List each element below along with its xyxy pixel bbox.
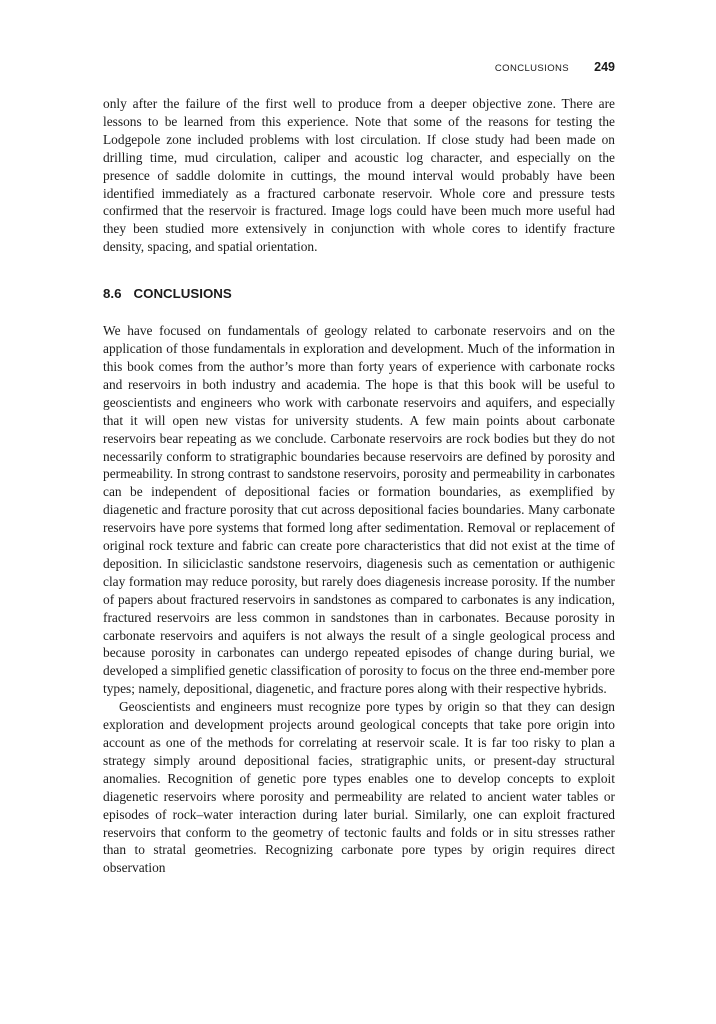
paragraph: We have focused on fundamentals of geology related to carbonate reservoirs and on the application of those fundamentals in exploration and development. Much of the information in this book comes from the author’s more than forty years of experience with carbonate rocks and reservoirs in both industry and academia. The hope is that this book will be useful to geoscientists and engineers who work with carbonate reservoirs and aquifers, and especially that it will open new vistas for university students. A few main points about carbonate reservoirs bear repeating as we conclude. Carbonate reservoirs are rock bodies but they do not necessarily conform to stratigraphic boundaries because reservoirs are defined by porosity and permeability. In strong contrast to sandstone reservoirs, porosity and permeability in carbonates can be independent of depositional facies or formation boundaries, as exemplified by diagenetic and fracture porosity that cut across depositional facies boundaries. Many carbonate reservoirs have pore systems that formed long after sedimentation. Removal or replacement of original rock texture and fabric can create pore characteristics that did not exist at the time of deposition. In siliciclastic sandstone reservoirs, diagenesis such as cementation or authigenic clay formation may reduce porosity, but rarely does diagenesis increase porosity. If the number of papers about fractured reservoirs in sandstones as compared to carbonates is any indication, fractured reservoirs are less common in sandstones than in carbonates. Because porosity in carbonate reservoirs and aquifers is not always the result of a single geological process and because porosity in carbonates can undergo repeated episodes of change during burial, we developed a simplified genetic classification of porosity to focus on the three end-member pore types; namely, depositional, diagenetic, and fracture pores along with their respective hybrids. <box>103 323 615 697</box>
running-head-title: CONCLUSIONS <box>494 63 569 74</box>
section-title: CONCLUSIONS <box>133 286 232 302</box>
body-text <box>103 95 615 877</box>
section-number: 8.6 <box>103 286 122 302</box>
paragraph-continued: only after the failure of the first well to produce from a deeper objective zone. There are lessons to be learned from this experience. Note that some of the reasons for testing the Lodgepole zone included problems with lost circulation. If close study had been made on drilling time, mud circulation, caliper and acoustic log character, and especially on the presence of saddle dolomite in cuttings, the mound interval would probably have been identified immediately as a fractured carbonate reservoir. Whole core and pressure tests confirmed that the reservoir is fractured. Image logs could have been much more useful had they been studied more extensively in conjunction with whole cores to identify fracture density, spacing, and spatial orientation. <box>103 96 615 255</box>
section-heading <box>103 286 615 302</box>
page-number: 249 <box>594 60 615 74</box>
paragraph: Geoscientists and engineers must recognize pore types by origin so that they can design exploration and development projects around geological concepts that take pore origin into account as one of the methods for correlating at reservoir scale. It is far too risky to plan a strategy simply around depositional facies, stratigraphic units, or present-day structural anomalies. Recognition of genetic pore types enables one to develop concepts to exploit diagenetic reservoirs where porosity and permeability are related to ancient water tables or episodes of rock–water interaction during later burial. Similarly, one can exploit fractured reservoirs that conform to the geometry of tectonic faults and folds or in situ stresses rather than to stratal geometries. Recognizing carbonate pore types by origin requires direct observation <box>103 699 615 876</box>
running-head <box>103 61 615 77</box>
